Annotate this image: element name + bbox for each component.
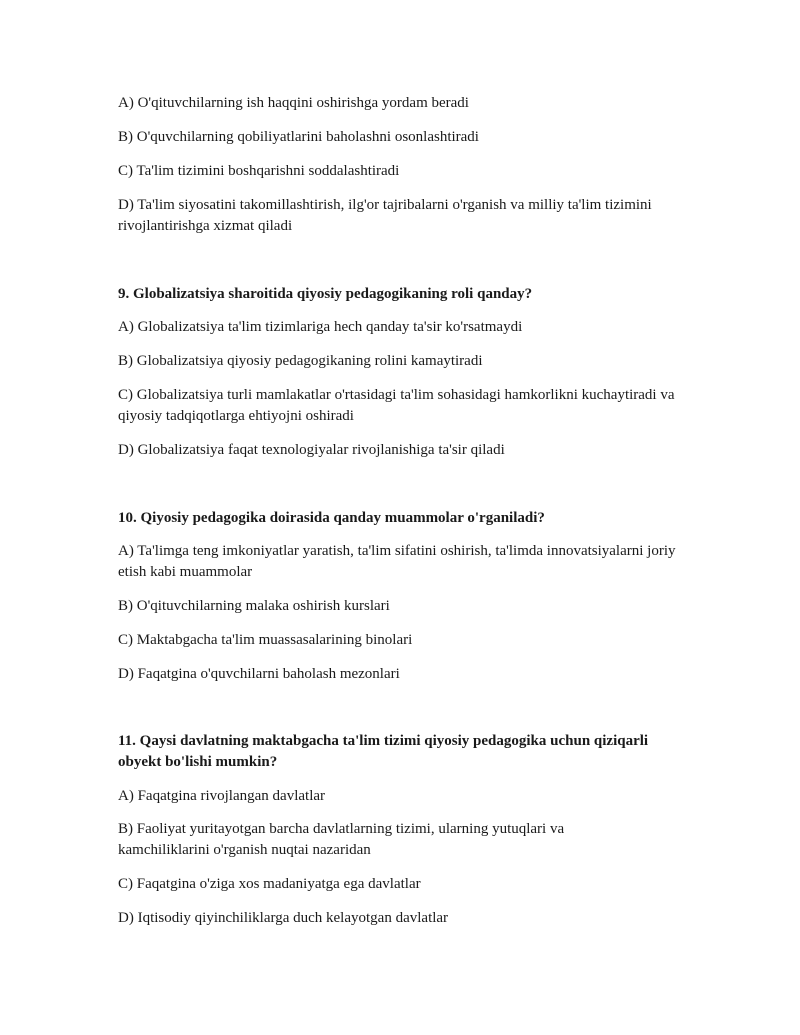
option-d: D) Faqatgina o'quvchilarni baholash mezonlari (118, 666, 400, 682)
option-b: B) O'qituvchilarning malaka oshirish kurslari (118, 598, 390, 614)
option-c: C) Maktabgacha ta'lim muassasalarining binolari (118, 632, 413, 648)
question-9-title: 9. Globalizatsiya sharoitida qiyosiy pedagogikaning roli qanday? (118, 286, 533, 302)
option-d: D) Iqtisodiy qiyinchiliklarga duch kelayotgan davlatlar (118, 910, 449, 926)
option-b: B) O'quvchilarning qobiliyatlarini baholashni osonlashtiradi (118, 129, 479, 145)
option-a: A) Ta'limga teng imkoniyatlar yaratish, ta'lim sifatini oshirish, ta'limda innovatsiyalarni joriy etish kabi muammolar (118, 543, 676, 580)
option-b: B) Globalizatsiya qiyosiy pedagogikaning rolini kamaytiradi (118, 353, 483, 369)
option-c: C) Ta'lim tizimini boshqarishni soddalashtiradi (118, 163, 400, 179)
option-a: A) O'qituvchilarning ish haqqini oshirishga yordam beradi (118, 95, 469, 111)
question-10-title: 10. Qiyosiy pedagogika doirasida qanday muammolar o'rganiladi? (118, 510, 545, 526)
option-a: A) Faqatgina rivojlangan davlatlar (118, 788, 326, 804)
option-d: D) Ta'lim siyosatini takomillashtirish, ilg'or tajribalarni o'rganish va milliy ta'lim tizimini rivojlantirishga xizmat qiladi (118, 197, 652, 234)
option-c: C) Globalizatsiya turli mamlakatlar o'rtasidagi ta'lim sohasidagi hamkorlikni kuchaytiradi va qiyosiy tadqiqotlarga ehtiyojni oshiradi (118, 387, 675, 424)
question-11-title: 11. Qaysi davlatning maktabgacha ta'lim tizimi qiyosiy pedagogika uchun qiziqarli obyekt bo'lishi mumkin? (118, 733, 649, 770)
option-b: B) Faoliyat yuritayotgan barcha davlatlarning tizimi, ularning yutuqlari va kamchiliklarini o'rganish nuqtai nazaridan (118, 821, 565, 858)
option-a: A) Globalizatsiya ta'lim tizimlariga hech qanday ta'sir ko'rsatmaydi (118, 319, 523, 335)
option-d: D) Globalizatsiya faqat texnologiyalar rivojlanishiga ta'sir qiladi (118, 442, 505, 458)
option-c: C) Faqatgina o'ziga xos madaniyatga ega davlatlar (118, 876, 421, 892)
